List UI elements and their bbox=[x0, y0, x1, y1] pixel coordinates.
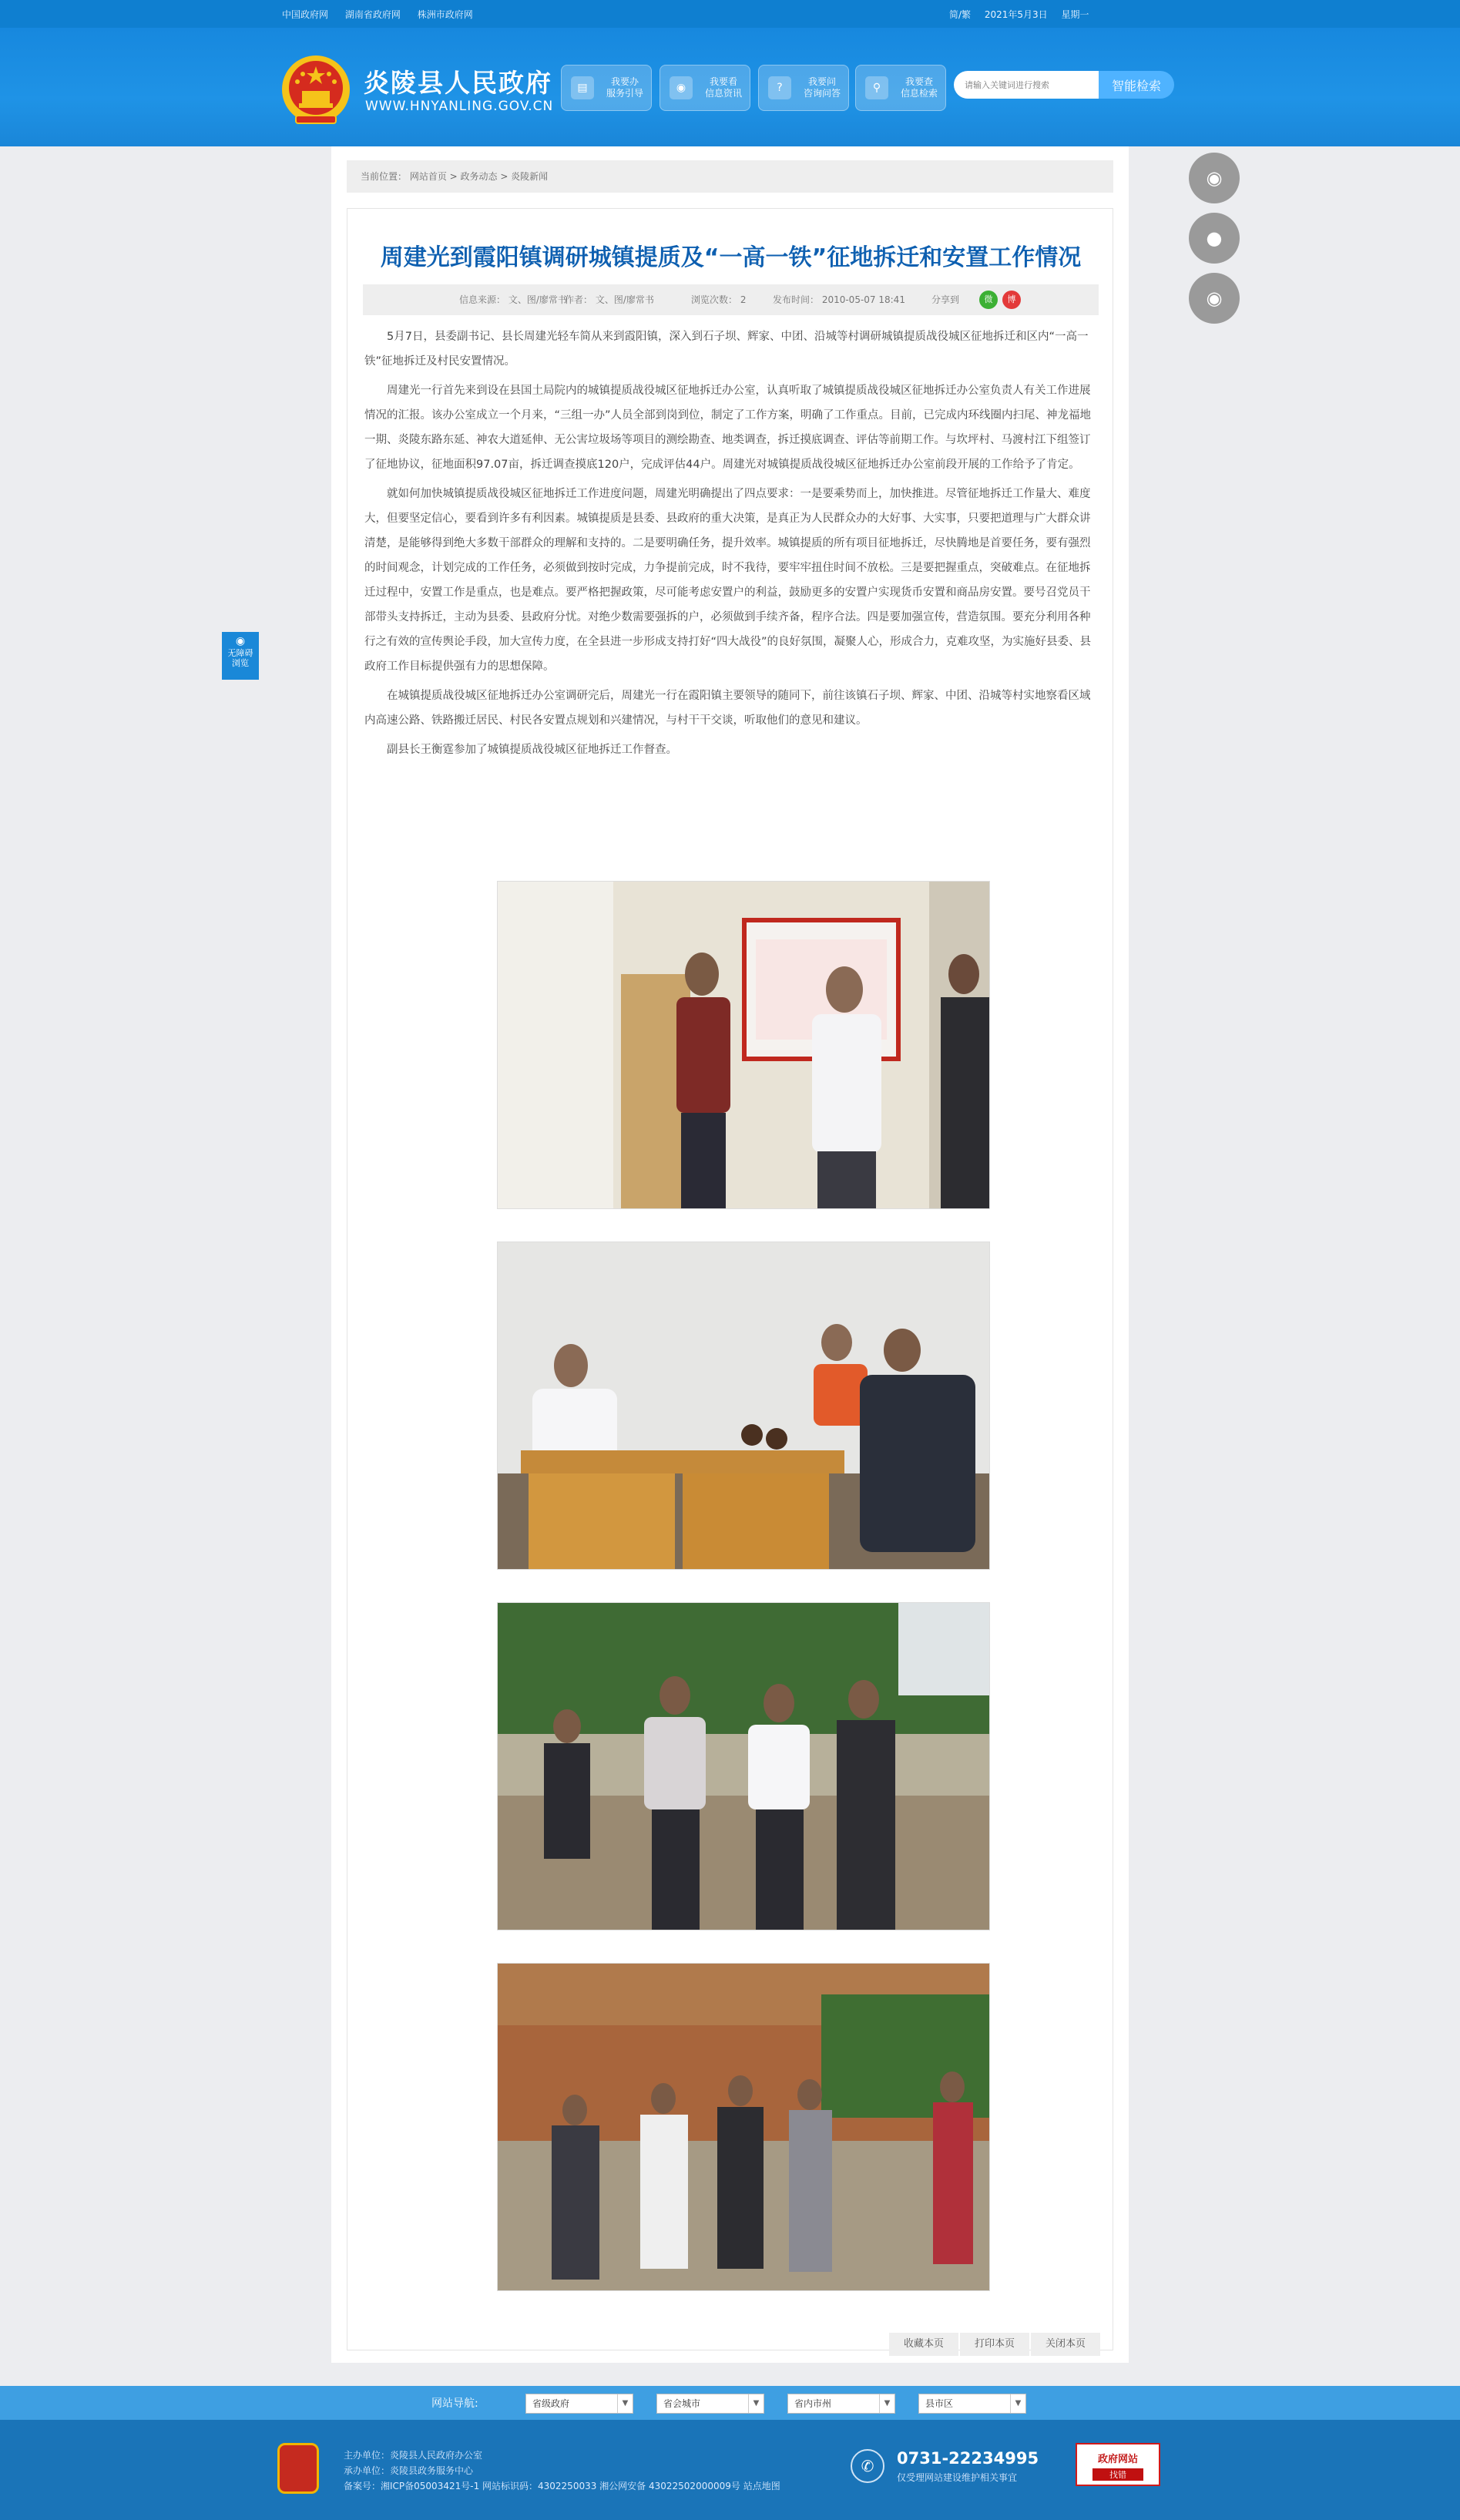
weibo-share-icon[interactable]: 博 bbox=[1002, 291, 1021, 309]
nav-consult-qa[interactable]: ? 我要问 咨询问答 bbox=[758, 65, 849, 111]
chevron-down-icon: ▼ bbox=[879, 2394, 894, 2413]
chevron-down-icon: ▼ bbox=[748, 2394, 764, 2413]
link-zhuzhou-gov[interactable]: 株洲市政府网 bbox=[417, 9, 473, 20]
document-icon: ▤ bbox=[571, 76, 594, 99]
wechat-share-icon[interactable]: 微 bbox=[979, 291, 998, 309]
top-right bbox=[949, 8, 1100, 21]
link-china-gov[interactable]: 中国政府网 bbox=[282, 9, 329, 20]
article-title: 周建光到霞阳镇调研城镇提质及“一高一铁”征地拆迁和安置工作情况 bbox=[380, 244, 1082, 271]
weibo-float-button[interactable] bbox=[1189, 273, 1240, 324]
footer-nav bbox=[0, 2386, 1460, 2420]
current-date: 2021年5月3日 bbox=[984, 9, 1048, 20]
footer-nav-label: 网站导航: bbox=[431, 2397, 478, 2410]
lang-toggle[interactable]: 简/繁 bbox=[949, 9, 972, 20]
paragraph: 就如何加快城镇提质战役城区征地拆迁工作进度问题，周建光明确提出了四点要求：一是要乘势而上，加快推进。尽管征地拆迁工作量大、难度大，但要坚定信心，要看到许多有利因素。城镇提质是县委、县政府的重大决策，是真正为人民群众办的大好事、大实事，只要把道理与广大群众讲清楚，是能够得到绝大多数干部群众的理解和支持的。二是要明确任务，提升效率。城镇提质的所有项目征地拆迁，尽快腾地是首要任务，要有强烈的时间观念，计划完成的工作任务，必须做到按时完成，力争提前完成，时不我待，要牢牢扭住时间不放松。三是要把握重点，突破难点。在征地拆迁过程中，安置工作是重点，也是难点。要严格把握政策，尽可能考虑安置户的利益，鼓励更多的安置户实现货币安置和商品房安置。要号召党员干部带头支持拆迁，主动为县委、县政府分忧。对绝少数需要强拆的户，必须做到手续齐备，程序合法。四是要加强宣传，营造氛围。要充分利用各种行之有效的宣传舆论手段，加大宣传力度，在全县进一步形成支持打好“四大战役”的良好氛围，凝聚人心，形成合力，克难攻坚，为实施好县委、县政府工作目标提供强有力的思想保障。 bbox=[364, 488, 1092, 673]
site-header bbox=[0, 28, 1460, 146]
article-meta bbox=[363, 284, 1099, 315]
party-gov-logo-icon[interactable] bbox=[277, 2443, 319, 2494]
close-page-button[interactable]: 关闭本页 bbox=[1031, 2333, 1100, 2356]
current-weekday: 星期一 bbox=[1061, 9, 1089, 20]
question-icon: ? bbox=[768, 76, 791, 99]
select-city-in-province[interactable]: 省内市州 ▼ bbox=[787, 2394, 895, 2414]
top-strip bbox=[0, 0, 1460, 28]
article-photo-4 bbox=[497, 1963, 990, 2291]
nav-service-guide[interactable]: ▤ 我要办 服务引导 bbox=[561, 65, 652, 111]
article-photo-3 bbox=[497, 1602, 990, 1930]
nav-info-news[interactable]: ◉ 我要看 信息资讯 bbox=[660, 65, 750, 111]
paragraph: 周建光一行首先来到设在县国土局院内的城镇提质战役城区征地拆迁办公室，认真听取了城镇提质战役城区征地拆迁办公室负责人有关工作进展情况的汇报。该办公室成立一个月来，“三组一办”人员全部到岗到位，制定了工作方案，明确了工作重点。目前，已完成内环线圈内扫尾、神龙福地一期、炎陵东路东延、神农大道延伸、无公害垃圾场等项目的测绘勘查、地类调查，拆迁摸底调查、评估等前期工作。与坎坪村、马渡村江下组签订了征地协议，征地面积97.07亩，拆迁调查摸底120户，完成评估44户。周建光对城镇提质战役城区征地拆迁办公室前段开展的工作给予了肯定。 bbox=[364, 385, 1092, 471]
contact-phone-note: 仅受理网站建设维护相关事宜 bbox=[897, 2472, 1018, 2483]
search-input[interactable] bbox=[954, 71, 1100, 99]
search-icon: ⚲ bbox=[865, 76, 888, 99]
bookmark-button[interactable]: 收藏本页 bbox=[889, 2333, 958, 2356]
link-hunan-gov[interactable]: 湖南省政府网 bbox=[344, 9, 401, 20]
eye-icon: ◉ bbox=[670, 76, 693, 99]
article-photo-2 bbox=[497, 1242, 990, 1570]
eye-icon: ◉ bbox=[235, 635, 246, 647]
phone-icon: ✆ bbox=[851, 2449, 884, 2483]
site-title[interactable]: 炎陵县人民政府 bbox=[364, 68, 552, 98]
eye-icon: ◉ bbox=[1206, 167, 1223, 189]
footer-info: 主办单位：炎陵县人民政府办公室 承办单位：炎陵县政务服务中心 备案号：湘ICP备05003421号-1 网站标识码：4302250033 湘公网安备 43022502000009号 站点地图 bbox=[344, 2450, 780, 2491]
article-body bbox=[364, 324, 1097, 767]
meta-views: 浏览次数： 2 bbox=[691, 294, 747, 305]
wechat-float-button[interactable] bbox=[1189, 213, 1240, 264]
select-capital-city[interactable]: 省会城市 ▼ bbox=[656, 2394, 764, 2414]
national-emblem-icon bbox=[279, 52, 353, 129]
chevron-down-icon: ▼ bbox=[1010, 2394, 1025, 2413]
accessible-browse-button[interactable]: ◉ 无障碍 浏览 bbox=[222, 632, 259, 680]
meta-share-label: 分享到 bbox=[931, 294, 960, 305]
print-button[interactable]: 打印本页 bbox=[960, 2333, 1029, 2356]
weibo-icon: ◉ bbox=[1206, 287, 1223, 309]
contact-phone: 0731-22234995 bbox=[897, 2449, 1039, 2468]
nav-info-search[interactable]: ⚲ 我要查 信息检索 bbox=[855, 65, 946, 111]
paragraph: 副县长王衡霆参加了城镇提质战役城区征地拆迁工作督查。 bbox=[387, 744, 677, 756]
search-button[interactable]: 智能检索 bbox=[1099, 71, 1174, 99]
wechat-icon: ● bbox=[1206, 227, 1223, 249]
article-photo-1 bbox=[497, 881, 990, 1209]
paragraph: 5月7日，县委副书记、县长周建光轻车简从来到霞阳镇，深入到石子坝、辉家、中团、沿城等村调研城镇提质战役城区征地拆迁和区内“一高一铁”征地拆迁及村民安置情况。 bbox=[364, 331, 1089, 368]
view-float-button[interactable] bbox=[1189, 153, 1240, 203]
gov-site-find-error-badge[interactable]: 政府网站 找错 bbox=[1076, 2443, 1160, 2486]
select-province-gov[interactable]: 省级政府 ▼ bbox=[525, 2394, 633, 2414]
meta-author: 作者： 文、图/廖常书 bbox=[565, 294, 654, 305]
site-url: WWW.HNYANLING.GOV.CN bbox=[365, 99, 554, 114]
meta-time: 发布时间： 2010-05-07 18:41 bbox=[773, 294, 905, 305]
site-footer bbox=[0, 2420, 1460, 2520]
breadcrumb[interactable]: 当前位置： 网站首页 > 政务动态 > 炎陵新闻 bbox=[347, 160, 1113, 193]
article bbox=[347, 208, 1113, 2350]
paragraph: 在城镇提质战役城区征地拆迁办公室调研完后，周建光一行在霞阳镇主要领导的随同下，前往该镇石子坝、辉家、中团、沿城等村实地察看区域内高速公路、铁路搬迁居民、村民各安置点规划和兴建情况，与村干干交谈，听取他们的意见和建议。 bbox=[364, 690, 1091, 727]
meta-source: 信息来源： 文、图/廖常书 bbox=[459, 294, 567, 305]
chevron-down-icon: ▼ bbox=[617, 2394, 633, 2413]
select-county[interactable]: 县市区 ▼ bbox=[918, 2394, 1026, 2414]
main-content bbox=[331, 146, 1129, 2363]
top-links bbox=[282, 8, 487, 21]
